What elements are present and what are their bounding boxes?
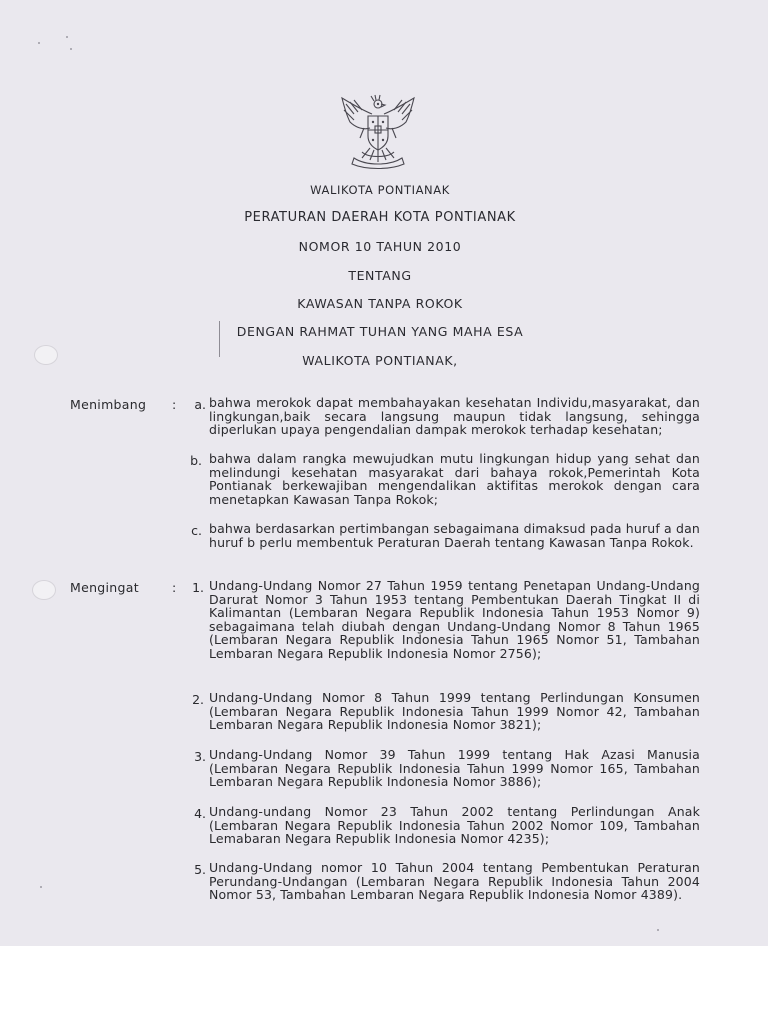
considering-item-a: bahwa merokok dapat membahayakan kesehatan Individu,masyarakat, dan lingkungan,baik secara langsung maupun tidak langsung, sehingga diperlukan upaya pengendalian dampak merokok terhadap kesehatan; [209, 395, 700, 438]
remembering-item-3: Undang-Undang Nomor 39 Tahun 1999 tentang Hak Azasi Manusia (Lembaran Negara Republik Indonesia Tahun 1999 Nomor 165, Tambahan Lembaran Negara Republik Indonesia Nomor 3886); [209, 747, 700, 790]
paper-speck [66, 36, 68, 38]
paper-speck [657, 929, 659, 931]
considering-marker-c: c. [191, 523, 202, 538]
considering-label: Menimbang [70, 397, 147, 412]
garuda-emblem-icon [332, 92, 424, 172]
punch-hole-top [34, 345, 58, 365]
invocation: DENGAN RAHMAT TUHAN YANG MAHA ESA [236, 324, 524, 339]
punch-hole-bottom [32, 580, 56, 600]
considering-marker-a: a. [194, 397, 206, 412]
remembering-marker-1: 1. [192, 580, 204, 595]
authority-title: WALIKOTA PONTIANAK, [302, 353, 458, 368]
considering-item-c: bahwa berdasarkan pertimbangan sebagaimana dimaksud pada huruf a dan huruf b perlu membentuk Peraturan Daerah tentang Kawasan Tanpa Rokok. [209, 521, 700, 550]
considering-colon: : [172, 397, 177, 412]
remembering-item-5: Undang-Undang nomor 10 Tahun 2004 tentang Pembentukan Peraturan Perundang-Undangan (Lembaran Negara Republik Indonesia Tahun 2004 Nomor 53, Tambahan Lembaran Negara Republik Indonesia Nomor 4389). [209, 860, 700, 903]
remembering-marker-2: 2. [192, 692, 204, 707]
remembering-marker-5: 5. [194, 862, 206, 877]
paper-speck [40, 886, 42, 888]
regulation-number: NOMOR 10 TAHUN 2010 [298, 239, 462, 254]
remembering-item-4: Undang-undang Nomor 23 Tahun 2002 tentang Perlindungan Anak (Lembaran Negara Republik Indonesia Tahun 2002 Nomor 109, Tambahan Lemabaran Negara Republik Indonesia Nomor 4235); [209, 804, 700, 847]
remembering-colon: : [172, 580, 177, 595]
regulation-title: PERATURAN DAERAH KOTA PONTIANAK [244, 210, 516, 225]
about-label: TENTANG [348, 268, 412, 283]
remembering-item-1: Undang-Undang Nomor 27 Tahun 1959 tentang Penetapan Undang-Undang Darurat Nomor 3 Tahun 1953 tentang Pembentukan Daerah Tingkat II di Kalimantan (Lembaran Negara Republik Indonesia Tahun 1953 Nomor 9) sebagaimana telah diubah dengan Undang-Undang Nomor 8 Tahun 1965 (Lembaran Negara Republik Indonesia Tahun 1965 Nomor 51, Tambahan Lembaran Negara Republik Indonesia Nomor 2756); [209, 578, 700, 661]
considering-marker-b: b. [190, 453, 202, 468]
remembering-marker-3: 3. [194, 749, 206, 764]
remembering-label: Mengingat [70, 580, 139, 595]
remembering-item-2: Undang-Undang Nomor 8 Tahun 1999 tentang Perlindungan Konsumen (Lembaran Negara Republik Indonesia Tahun 1999 Nomor 42, Tambahan Lembaran Negara Republik Indonesia Nomor 3821); [209, 690, 700, 733]
regulation-subject: KAWASAN TANPA ROKOK [297, 296, 463, 311]
remembering-marker-4: 4. [194, 806, 206, 821]
paper-speck [38, 42, 40, 44]
city-head-title: WALIKOTA PONTIANAK [310, 183, 450, 197]
paper-speck [70, 48, 72, 50]
considering-item-b: bahwa dalam rangka mewujudkan mutu lingkungan hidup yang sehat dan melindungi kesehatan masyarakat dari bahaya rokok,Pemerintah Kota Pontianak berkewajiban mengendalikan aktifitas merokok dengan cara menetapkan Kawasan Tanpa Rokok; [209, 451, 700, 507]
